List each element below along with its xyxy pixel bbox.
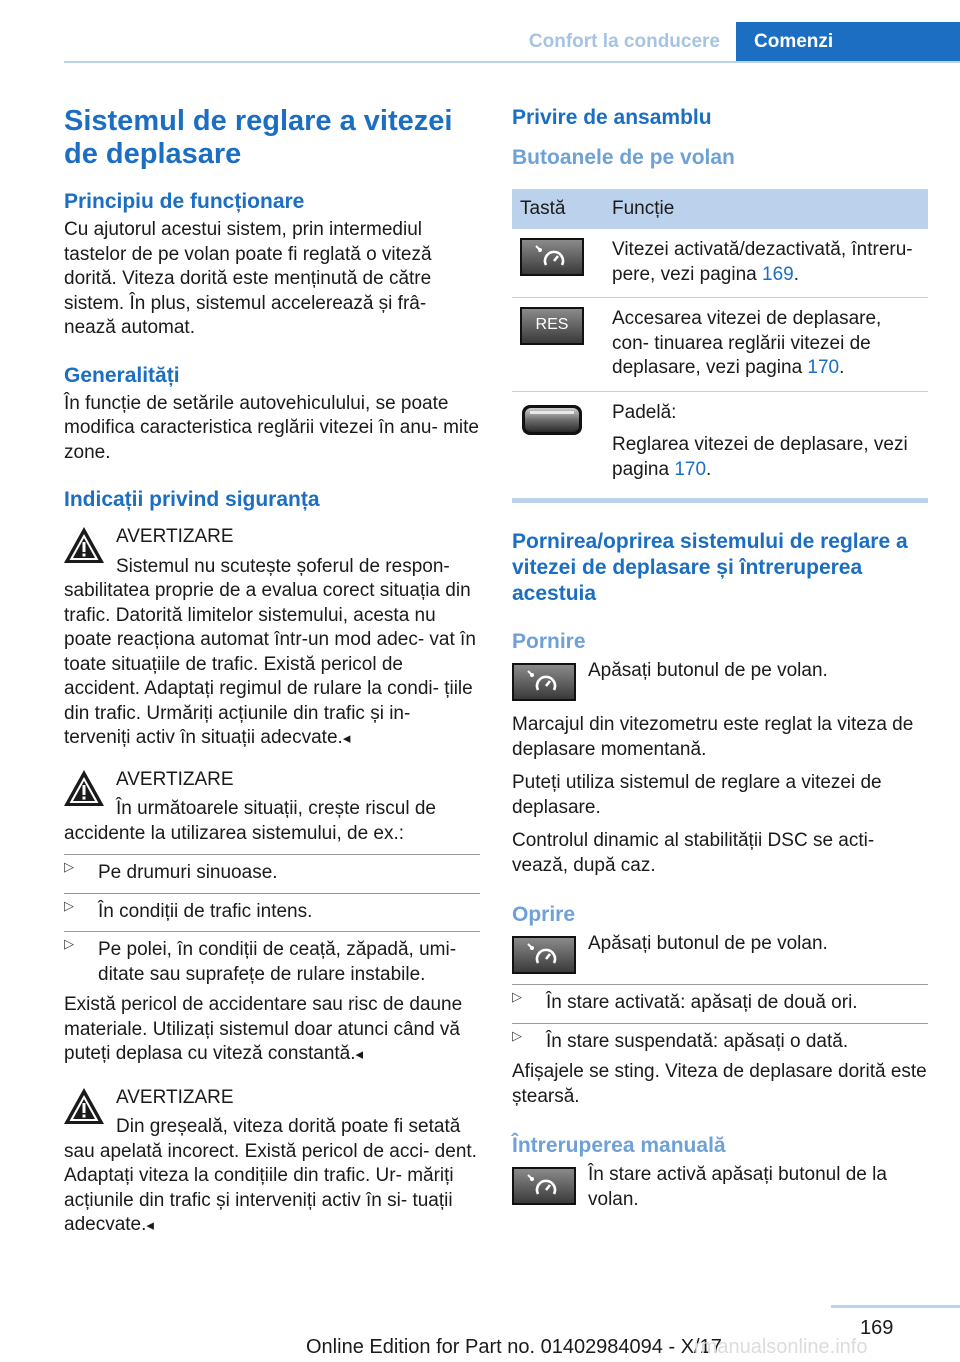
start-text-3: Controlul dinamic al stabilității DSC se acti- vează, după caz. xyxy=(512,830,875,876)
bullet-icon: ▷ xyxy=(64,897,74,913)
buttons-table xyxy=(512,189,928,492)
res-key-label: RES xyxy=(535,316,569,333)
warning-text-first: Sistemul nu scutește șoferul de respon- xyxy=(116,555,450,577)
warning-text: accidente la utilizarea sistemului, de ex.: xyxy=(64,822,405,844)
warning-block xyxy=(64,1086,480,1239)
warning-text-first: Din greșeală, viteza dorită poate fi setată xyxy=(116,1116,461,1137)
list-item: ▷ În stare activată: apăsați de două ori. xyxy=(512,984,928,1016)
footer-rule xyxy=(831,1305,960,1308)
warning-icon xyxy=(62,768,106,808)
list-item: ▷ Pe drumuri sinuoase. xyxy=(64,854,480,886)
warning-title: AVERTIZARE xyxy=(116,526,234,547)
cruise-control-key-icon xyxy=(512,1167,576,1205)
watermark: rmanualsonline.info xyxy=(694,1336,868,1358)
cruise-control-key-icon xyxy=(512,936,576,974)
manual-button-row xyxy=(512,1163,928,1212)
start-heading: Pornire xyxy=(512,630,586,653)
stop-heading: Oprire xyxy=(512,903,576,926)
table-row: Vitezei activată/dezactivată, întreru- pere, vezi pagina 169. xyxy=(512,229,928,298)
stop-press-text: Apăsați butonul de pe volan. xyxy=(588,933,828,954)
table-header xyxy=(512,189,928,229)
manual-press-text: În stare activă apăsați butonul de la volan. xyxy=(588,1164,887,1210)
bullet-icon: ▷ xyxy=(512,1027,522,1043)
header-rule xyxy=(64,61,960,63)
page-header xyxy=(0,0,960,62)
warning-block xyxy=(64,525,480,752)
column-header-key: Tastă xyxy=(512,189,604,229)
rocker-key-icon xyxy=(520,401,584,439)
end-mark: ◂ xyxy=(355,1046,364,1063)
start-text-2: Puteți utiliza sistemul de reglare a vitezei de deplasare. xyxy=(512,772,882,818)
warning-text-first: În următoarele situații, crește riscul de xyxy=(116,798,436,819)
warning-text: sabilitatea proprie de a evalua corect situația din trafic. Datorită limitelor sistemului, acesta nu poate reacționa automat într-un mod adec- vat în toate situațiile de trafic. Există pericol de accident. Adaptați regimul de rulare la condi- țiile din trafic. Urmăriți acțiunile din trafic și in- terveniți activ în situații adecvate. xyxy=(64,580,476,748)
start-button-row xyxy=(512,659,928,703)
page-number: 169 xyxy=(860,1317,894,1339)
warning-icon xyxy=(62,525,106,565)
column-header-function: Funcție xyxy=(604,189,928,229)
bullet-icon: ▷ xyxy=(64,936,74,951)
page-link[interactable]: 169 xyxy=(762,263,794,285)
general-text: În funcție de setările autovehiculului, se poate modifica caracteristica reglării vitezei în anu- mite zone. xyxy=(64,392,479,463)
page-link[interactable]: 170 xyxy=(674,458,707,480)
warning-title: AVERTIZARE xyxy=(116,768,234,790)
start-stop-heading: Pornirea/oprirea sistemului de reglare a vitezei de deplasare și întreruperea acestuia xyxy=(512,530,908,605)
left-column xyxy=(64,100,480,1239)
list-item: ▷ În stare suspendată: apăsați o dată. xyxy=(512,1023,928,1055)
page-title: Sistemul de reglare a vitezei de deplasare xyxy=(64,105,453,170)
stop-after-text: Afișajele se sting. Viteza de deplasare dorită este ștearsă. xyxy=(512,1061,927,1107)
manual-heading: Întreruperea manuală xyxy=(512,1134,726,1157)
list-item: ▷ În condiții de trafic intens. xyxy=(64,893,480,925)
chapter-tab: Comenzi xyxy=(736,22,960,62)
stop-button-row xyxy=(512,932,928,976)
section-title: Confort la conducere xyxy=(528,31,720,52)
start-press-text: Apăsați butonul de pe volan. xyxy=(588,660,828,681)
cruise-control-key-icon xyxy=(520,238,584,276)
warning-title: AVERTIZARE xyxy=(116,1086,234,1108)
general-heading: Generalități xyxy=(64,363,180,387)
table-row: Padelă: Reglarea vitezei de deplasare, vezi pagina 170. xyxy=(512,391,928,492)
edition-text: Online Edition for Part no. 01402984094 - X/17 xyxy=(306,1336,722,1358)
right-column xyxy=(512,100,928,1212)
principle-text: Cu ajutorul acestui sistem, prin intermediul tastelor de pe volan poate fi reglată o viteză dorită. Viteza dorită este menținută de către sistem. În plus, sistemul accelerează și frâ- nează automat. xyxy=(64,219,432,338)
res-key-icon xyxy=(520,307,584,345)
stop-list xyxy=(512,984,928,1054)
overview-heading: Privire de ansamblu xyxy=(512,106,712,129)
principle-heading: Principiu de funcționare xyxy=(64,190,305,213)
safety-heading: Indicații privind siguranța xyxy=(64,488,320,511)
bullet-icon: ▷ xyxy=(64,859,74,874)
list-item: ▷ Pe polei, în condiții de ceață, zăpadă, umi- ditate sau suprafețe de rulare instabile. xyxy=(64,931,480,987)
cruise-control-key-icon xyxy=(512,663,576,701)
bullet-icon: ▷ xyxy=(512,989,522,1004)
table-row: RES Accesarea vitezei de deplasare, con- tinuarea reglării vitezei de deplasare, vezi pagina 170. xyxy=(512,298,928,392)
start-text-1: Marcajul din vitezometru este reglat la viteza de deplasare momentană. xyxy=(512,714,914,760)
end-mark: ◂ xyxy=(146,1217,154,1234)
end-mark: ◂ xyxy=(342,730,351,747)
warning-text: sau apelată incorect. Există pericol de acci- dent. Adaptați viteza la condițiile din trafic. Ur- măriți acțiunile din trafic și interveniți activ în si- tuații adecvate. xyxy=(64,1140,477,1235)
page-link[interactable]: 170 xyxy=(807,357,840,378)
warning-after-text: Există pericol de accidentare sau risc de daune materiale. Utilizați sistemul doar atunci când vă puteți deplasa cu viteză constantă. xyxy=(64,994,463,1064)
buttons-heading: Butoanele de pe volan xyxy=(512,146,735,169)
situation-list xyxy=(64,854,480,987)
table-rule xyxy=(512,498,928,503)
warning-icon xyxy=(62,1086,106,1126)
warning-block xyxy=(64,768,480,847)
